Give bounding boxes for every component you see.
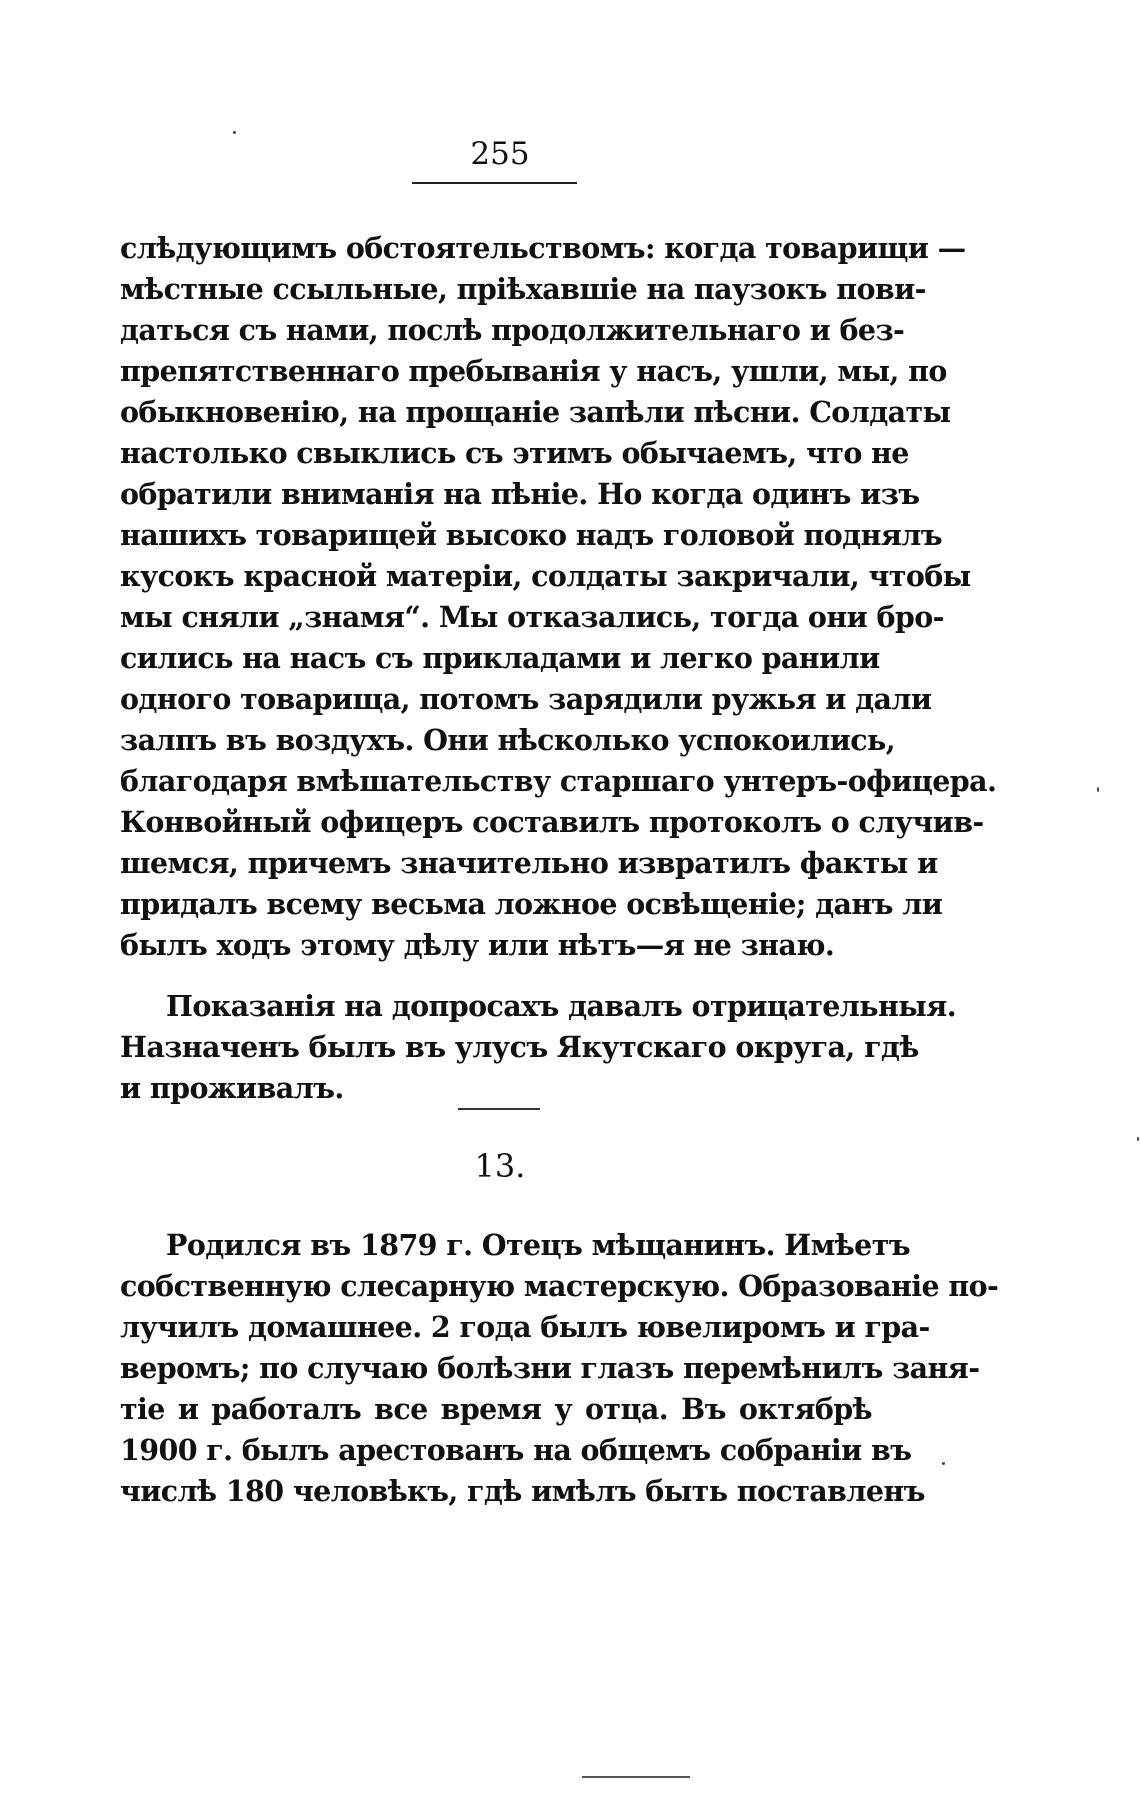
text-line: Конвойный офицеръ составилъ протоколъ о случив- bbox=[120, 805, 984, 839]
text-line: придалъ всему весьма ложное освѣщеніе; данъ ли bbox=[120, 887, 943, 921]
paragraph-section-13 bbox=[120, 1225, 999, 1512]
text-line: лучилъ домашнее. 2 года былъ ювелиромъ и гра- bbox=[120, 1310, 930, 1344]
text-line: Показанія на допросахъ давалъ отрицательныя. bbox=[166, 989, 957, 1023]
text-line: кусокъ красной матеріи, солдаты закричали, чтобы bbox=[120, 559, 971, 593]
text-line: благодаря вмѣшательству старшаго унтеръ-офицера. bbox=[120, 764, 997, 798]
text-line: настолько свыклись съ этимъ обычаемъ, что не bbox=[120, 436, 909, 470]
text-line: слѣдующимъ обстоятельствомъ: когда товарищи — bbox=[120, 231, 966, 265]
text-line: шемся, причемъ значительно извратилъ факты и bbox=[120, 846, 938, 880]
text-line: былъ ходъ этому дѣлу или нѣтъ—я не знаю. bbox=[120, 928, 835, 962]
text-line: мѣстные ссыльные, пріѣхавшіе на паузокъ пови- bbox=[120, 272, 926, 306]
text-line: даться съ нами, послѣ продолжительнаго и без- bbox=[120, 313, 905, 347]
text-line: сились на насъ съ прикладами и легко ранили bbox=[120, 641, 880, 675]
section-number: 13. bbox=[474, 1147, 526, 1185]
section-divider bbox=[458, 1108, 540, 1110]
bottom-scan-mark bbox=[582, 1776, 690, 1778]
text-line: обратили вниманія на пѣніе. Но когда одинъ изъ bbox=[120, 477, 920, 511]
scan-speck bbox=[942, 1462, 945, 1465]
text-line: залпъ въ воздухъ. Они нѣсколько успокоились, bbox=[120, 723, 896, 757]
header-rule bbox=[412, 182, 577, 184]
text-line: одного товарища, потомъ зарядили ружья и дали bbox=[120, 682, 932, 716]
page-number: 255 bbox=[470, 136, 530, 172]
scan-speck bbox=[1137, 1137, 1139, 1141]
scan-speck bbox=[233, 131, 236, 134]
text-line: и проживалъ. bbox=[120, 1071, 344, 1105]
paragraph-continued bbox=[120, 228, 997, 966]
text-line: 1900 г. былъ арестованъ на общемъ собраніи въ bbox=[120, 1433, 912, 1467]
text-line: тіе и работалъ все время у отца. Въ октябрѣ bbox=[120, 1392, 872, 1426]
text-line: препятственнаго пребыванія у насъ, ушли, мы, по bbox=[120, 354, 947, 388]
scan-speck bbox=[1097, 787, 1099, 792]
text-line: мы сняли „знамя“. Мы отказались, тогда они бро- bbox=[120, 600, 944, 634]
paragraph-testimony bbox=[120, 986, 957, 1109]
text-line: обыкновенію, на прощаніе запѣли пѣсни. Солдаты bbox=[120, 395, 951, 429]
text-line: нашихъ товарищей высоко надъ головой поднялъ bbox=[120, 518, 943, 552]
text-line: собственную слесарную мастерскую. Образованіе по- bbox=[120, 1269, 999, 1303]
text-line: числѣ 180 человѣкъ, гдѣ имѣлъ быть поставленъ bbox=[120, 1474, 925, 1508]
text-line: Назначенъ былъ въ улусъ Якутскаго округа, гдѣ bbox=[120, 1030, 919, 1064]
text-line: веромъ; по случаю болѣзни глазъ перемѣнилъ заня- bbox=[120, 1351, 980, 1385]
text-line: Родился въ 1879 г. Отецъ мѣщанинъ. Имѣетъ bbox=[166, 1228, 911, 1262]
